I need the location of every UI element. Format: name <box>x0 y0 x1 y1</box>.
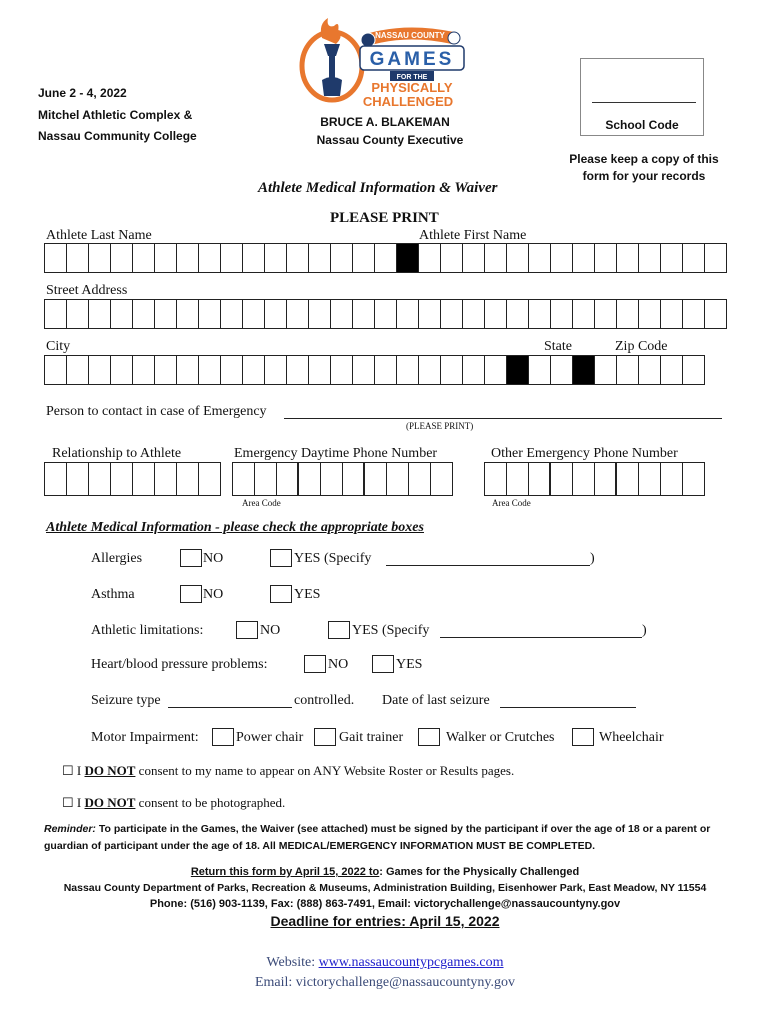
deadline-banner: Deadline for entries: April 15, 2022 <box>270 913 500 929</box>
street-cell[interactable] <box>177 299 199 329</box>
wheelchair-checkbox[interactable] <box>572 728 594 746</box>
name-cell[interactable] <box>111 243 133 273</box>
logo-physically-text: PHYSICALLY <box>371 80 453 95</box>
area-code-label-day: Area Code <box>242 498 281 508</box>
phone-digit-cell[interactable] <box>639 462 661 496</box>
street-cell[interactable] <box>705 299 727 329</box>
allergies-yes-checkbox[interactable] <box>270 549 292 567</box>
phone-digit-cell[interactable] <box>595 462 617 496</box>
reminder-label: Reminder: <box>44 823 96 835</box>
allergies-no-label: NO <box>203 551 224 566</box>
logo-games-text: GAMES <box>369 49 455 70</box>
name-cell[interactable] <box>353 243 375 273</box>
limitations-yes-checkbox[interactable] <box>328 621 350 639</box>
relationship-grid[interactable] <box>44 462 221 496</box>
phone-digit-cell[interactable] <box>321 462 343 496</box>
please-print-heading: PLEASE PRINT <box>330 210 439 226</box>
other-phone-grid[interactable] <box>484 462 705 496</box>
city-cell[interactable] <box>67 355 89 385</box>
city-cell[interactable] <box>397 355 419 385</box>
logo-forthe-text: FOR THE <box>396 74 428 81</box>
name-cell[interactable] <box>617 243 639 273</box>
other-phone-label: Other Emergency Phone Number <box>491 446 678 461</box>
name-cell[interactable] <box>639 243 661 273</box>
street-cell[interactable] <box>419 299 441 329</box>
relationship-cell[interactable] <box>177 462 199 496</box>
street-cell[interactable] <box>639 299 661 329</box>
phone-digit-cell[interactable] <box>387 462 409 496</box>
street-cell[interactable] <box>353 299 375 329</box>
phone-digit-cell[interactable] <box>277 462 299 496</box>
seizure-controlled-label: controlled. <box>294 693 355 708</box>
street-cell[interactable] <box>661 299 683 329</box>
phone-digit-cell[interactable] <box>431 462 453 496</box>
street-cell[interactable] <box>485 299 507 329</box>
name-cell[interactable] <box>573 243 595 273</box>
reminder-note <box>44 821 734 855</box>
phone-digit-cell[interactable] <box>661 462 683 496</box>
city-cell[interactable] <box>177 355 199 385</box>
city-cell[interactable] <box>89 355 111 385</box>
city-cell[interactable] <box>375 355 397 385</box>
street-cell[interactable] <box>683 299 705 329</box>
state-cell[interactable] <box>529 355 551 385</box>
city-cell[interactable] <box>243 355 265 385</box>
website-link[interactable]: www.nassaucountypcgames.com <box>318 955 504 970</box>
street-cell[interactable] <box>89 299 111 329</box>
city-separator-cell <box>507 355 529 385</box>
allergies-yes-label: YES (Specify <box>294 551 372 566</box>
name-cell[interactable] <box>287 243 309 273</box>
photo-consent-text: consent to be photographed. <box>138 795 286 810</box>
last-seizure-label: Date of last seizure <box>382 693 490 708</box>
area-code-label-other: Area Code <box>492 498 531 508</box>
street-cell[interactable] <box>45 299 67 329</box>
phone-digit-cell[interactable] <box>617 462 639 496</box>
walker-checkbox[interactable] <box>418 728 440 746</box>
motor-impairment-label: Motor Impairment: <box>91 730 199 745</box>
street-cell[interactable] <box>309 299 331 329</box>
website-consent-checkbox[interactable]: ☐ <box>62 763 74 778</box>
limitations-no-checkbox[interactable] <box>236 621 258 639</box>
city-cell[interactable] <box>133 355 155 385</box>
street-grid[interactable] <box>44 299 727 329</box>
power-chair-label: Power chair <box>236 730 304 745</box>
website-label: Website: <box>266 955 319 970</box>
city-cell[interactable] <box>419 355 441 385</box>
name-grid[interactable] <box>44 243 727 273</box>
name-cell[interactable] <box>551 243 573 273</box>
city-cell[interactable] <box>463 355 485 385</box>
relationship-cell[interactable] <box>199 462 221 496</box>
name-cell[interactable] <box>705 243 727 273</box>
relationship-label: Relationship to Athlete <box>52 446 182 461</box>
city-cell[interactable] <box>155 355 177 385</box>
city-cell[interactable] <box>199 355 221 385</box>
return-recipient-text: : Games for the Physically Challenged <box>379 866 580 878</box>
athletic-limitations-label: Athletic limitations: <box>91 623 204 638</box>
city-cell[interactable] <box>441 355 463 385</box>
heart-label: Heart/blood pressure problems: <box>91 657 268 672</box>
photo-consent-i: I <box>76 795 82 810</box>
website-consent-text: consent to my name to appear on ANY Website Roster or Results pages. <box>138 763 515 778</box>
street-cell[interactable] <box>397 299 419 329</box>
website-consent-i: I <box>76 763 82 778</box>
name-cell[interactable] <box>89 243 111 273</box>
executive-title: Nassau County Executive <box>316 133 464 147</box>
zip-cell[interactable] <box>595 355 617 385</box>
relationship-cell[interactable] <box>67 462 89 496</box>
name-cell[interactable] <box>243 243 265 273</box>
phone-digit-cell[interactable] <box>573 462 595 496</box>
wheelchair-label: Wheelchair <box>599 730 664 745</box>
state-separator-cell <box>573 355 595 385</box>
name-cell[interactable] <box>155 243 177 273</box>
city-cell[interactable] <box>111 355 133 385</box>
phone-digit-cell[interactable] <box>529 462 551 496</box>
logo-county-text: NASSAU COUNTY <box>375 31 445 40</box>
name-cell[interactable] <box>683 243 705 273</box>
name-cell[interactable] <box>507 243 529 273</box>
relationship-cell[interactable] <box>155 462 177 496</box>
relationship-cell[interactable] <box>111 462 133 496</box>
first-name-label: Athlete First Name <box>419 228 527 243</box>
name-cell[interactable] <box>661 243 683 273</box>
street-cell[interactable] <box>221 299 243 329</box>
street-cell[interactable] <box>265 299 287 329</box>
name-cell[interactable] <box>463 243 485 273</box>
logo-challenged-text: CHALLENGED <box>362 94 454 108</box>
return-contact: Phone: (516) 903-1139, Fax: (888) 863-7491, Email: victorychallenge@nassaucountyny.gov <box>149 898 621 910</box>
city-cell[interactable] <box>287 355 309 385</box>
reminder-text: To participate in the Games, the Waiver (see attached) must be signed by the participant if over the age of 18 or a parent or guardian of participant under the age of 18. All MEDICAL/EMERGENCY INFORMATION MUST BE COMPLETED. <box>44 823 711 852</box>
heart-yes-checkbox[interactable] <box>372 655 394 673</box>
street-cell[interactable] <box>617 299 639 329</box>
city-cell[interactable] <box>309 355 331 385</box>
relationship-cell[interactable] <box>133 462 155 496</box>
phone-digit-cell[interactable] <box>551 462 573 496</box>
website-line <box>0 955 770 971</box>
zip-cell[interactable] <box>683 355 705 385</box>
seizure-type-line[interactable] <box>168 707 292 708</box>
medical-heading: Athlete Medical Information - please check the appropriate boxes <box>46 520 424 535</box>
name-cell[interactable] <box>529 243 551 273</box>
phone-digit-cell[interactable] <box>485 462 507 496</box>
city-label: City <box>46 339 71 354</box>
name-cell[interactable] <box>441 243 463 273</box>
asthma-no-label: NO <box>203 587 224 602</box>
keep-copy-note <box>560 151 728 185</box>
city-cell[interactable] <box>485 355 507 385</box>
street-cell[interactable] <box>463 299 485 329</box>
keep-copy-line1: Please keep a copy of this <box>569 152 719 166</box>
zip-label: Zip Code <box>615 339 668 354</box>
heart-yes-label: YES <box>396 657 423 672</box>
name-cell[interactable] <box>309 243 331 273</box>
walker-label: Walker or Crutches <box>446 730 555 745</box>
street-cell[interactable] <box>331 299 353 329</box>
website-consent[interactable] <box>62 763 514 779</box>
last-name-label: Athlete Last Name <box>46 228 152 243</box>
return-address: Nassau County Department of Parks, Recreation & Museums, Administration Building, Eisenhower Park, East Meadow, NY 11554 <box>63 882 707 894</box>
street-cell[interactable] <box>67 299 89 329</box>
name-cell[interactable] <box>199 243 221 273</box>
limitations-close-paren: ) <box>642 623 647 638</box>
limitations-yes-label: YES (Specify <box>352 623 430 638</box>
phone-digit-cell[interactable] <box>299 462 321 496</box>
street-cell[interactable] <box>375 299 397 329</box>
city-cell[interactable] <box>331 355 353 385</box>
event-dates: June 2 - 4, 2022 <box>38 86 127 100</box>
school-code-line <box>592 102 696 103</box>
name-cell[interactable] <box>133 243 155 273</box>
daytime-phone-grid[interactable] <box>232 462 453 496</box>
zip-cell[interactable] <box>617 355 639 385</box>
executive-name: BRUCE A. BLAKEMAN <box>320 115 450 129</box>
games-logo <box>296 16 472 108</box>
city-grid[interactable] <box>44 355 705 385</box>
phone-digit-cell[interactable] <box>365 462 387 496</box>
asthma-yes-label: YES <box>294 587 321 602</box>
return-line1 <box>0 866 770 878</box>
name-cell[interactable] <box>485 243 507 273</box>
email-line: Email: victorychallenge@nassaucountyny.gov <box>254 975 516 990</box>
street-cell[interactable] <box>243 299 265 329</box>
gait-trainer-checkbox[interactable] <box>314 728 336 746</box>
limitations-specify-line[interactable] <box>440 637 642 638</box>
emergency-contact-line[interactable] <box>284 418 722 419</box>
phone-digit-cell[interactable] <box>409 462 431 496</box>
asthma-label: Asthma <box>91 587 135 602</box>
phone-digit-cell[interactable] <box>233 462 255 496</box>
street-cell[interactable] <box>529 299 551 329</box>
torch-logo-icon <box>296 16 472 108</box>
name-cell[interactable] <box>375 243 397 273</box>
school-code-label: School Code <box>605 118 679 132</box>
street-cell[interactable] <box>133 299 155 329</box>
asthma-no-checkbox[interactable] <box>180 585 202 603</box>
seizure-type-label: Seizure type <box>91 693 161 708</box>
keep-copy-line2: form for your records <box>582 169 706 183</box>
state-cell[interactable] <box>551 355 573 385</box>
street-cell[interactable] <box>551 299 573 329</box>
event-venue-line2: Nassau Community College <box>38 129 197 143</box>
name-cell[interactable] <box>595 243 617 273</box>
name-cell[interactable] <box>221 243 243 273</box>
name-cell[interactable] <box>265 243 287 273</box>
relationship-cell[interactable] <box>89 462 111 496</box>
emergency-contact-label: Person to contact in case of Emergency <box>46 404 267 419</box>
name-cell[interactable] <box>177 243 199 273</box>
city-cell[interactable] <box>45 355 67 385</box>
street-cell[interactable] <box>595 299 617 329</box>
zip-cell[interactable] <box>661 355 683 385</box>
daytime-phone-label: Emergency Daytime Phone Number <box>234 446 438 461</box>
street-cell[interactable] <box>155 299 177 329</box>
power-chair-checkbox[interactable] <box>212 728 234 746</box>
name-cell[interactable] <box>45 243 67 273</box>
phone-digit-cell[interactable] <box>683 462 705 496</box>
name-separator-cell <box>397 243 419 273</box>
form-title: Athlete Medical Information & Waiver <box>258 180 498 196</box>
website-consent-do-not: DO NOT <box>84 763 136 778</box>
street-cell[interactable] <box>507 299 529 329</box>
heart-no-checkbox[interactable] <box>304 655 326 673</box>
street-cell[interactable] <box>287 299 309 329</box>
photo-consent[interactable] <box>62 795 285 811</box>
street-cell[interactable] <box>441 299 463 329</box>
name-cell[interactable] <box>419 243 441 273</box>
photo-consent-do-not: DO NOT <box>84 795 136 810</box>
please-print-small: (PLEASE PRINT) <box>406 421 474 431</box>
allergies-label: Allergies <box>91 551 143 566</box>
street-cell[interactable] <box>111 299 133 329</box>
gait-trainer-label: Gait trainer <box>339 730 404 745</box>
limitations-no-label: NO <box>260 623 281 638</box>
event-venue-line1: Mitchel Athletic Complex & <box>38 108 193 122</box>
phone-digit-cell[interactable] <box>343 462 365 496</box>
return-deadline-text: Return this form by April 15, 2022 to <box>190 866 380 878</box>
allergies-specify-line[interactable] <box>386 565 590 566</box>
city-cell[interactable] <box>221 355 243 385</box>
city-cell[interactable] <box>265 355 287 385</box>
state-label: State <box>544 339 572 354</box>
last-seizure-line[interactable] <box>500 707 636 708</box>
relationship-cell[interactable] <box>45 462 67 496</box>
street-cell[interactable] <box>199 299 221 329</box>
street-cell[interactable] <box>573 299 595 329</box>
heart-no-label: NO <box>328 657 349 672</box>
asthma-yes-checkbox[interactable] <box>270 585 292 603</box>
city-cell[interactable] <box>353 355 375 385</box>
name-cell[interactable] <box>67 243 89 273</box>
allergies-no-checkbox[interactable] <box>180 549 202 567</box>
allergies-close-paren: ) <box>590 551 595 566</box>
phone-digit-cell[interactable] <box>255 462 277 496</box>
name-cell[interactable] <box>331 243 353 273</box>
street-label: Street Address <box>46 283 128 298</box>
zip-cell[interactable] <box>639 355 661 385</box>
photo-consent-checkbox[interactable]: ☐ <box>62 795 74 810</box>
phone-digit-cell[interactable] <box>507 462 529 496</box>
